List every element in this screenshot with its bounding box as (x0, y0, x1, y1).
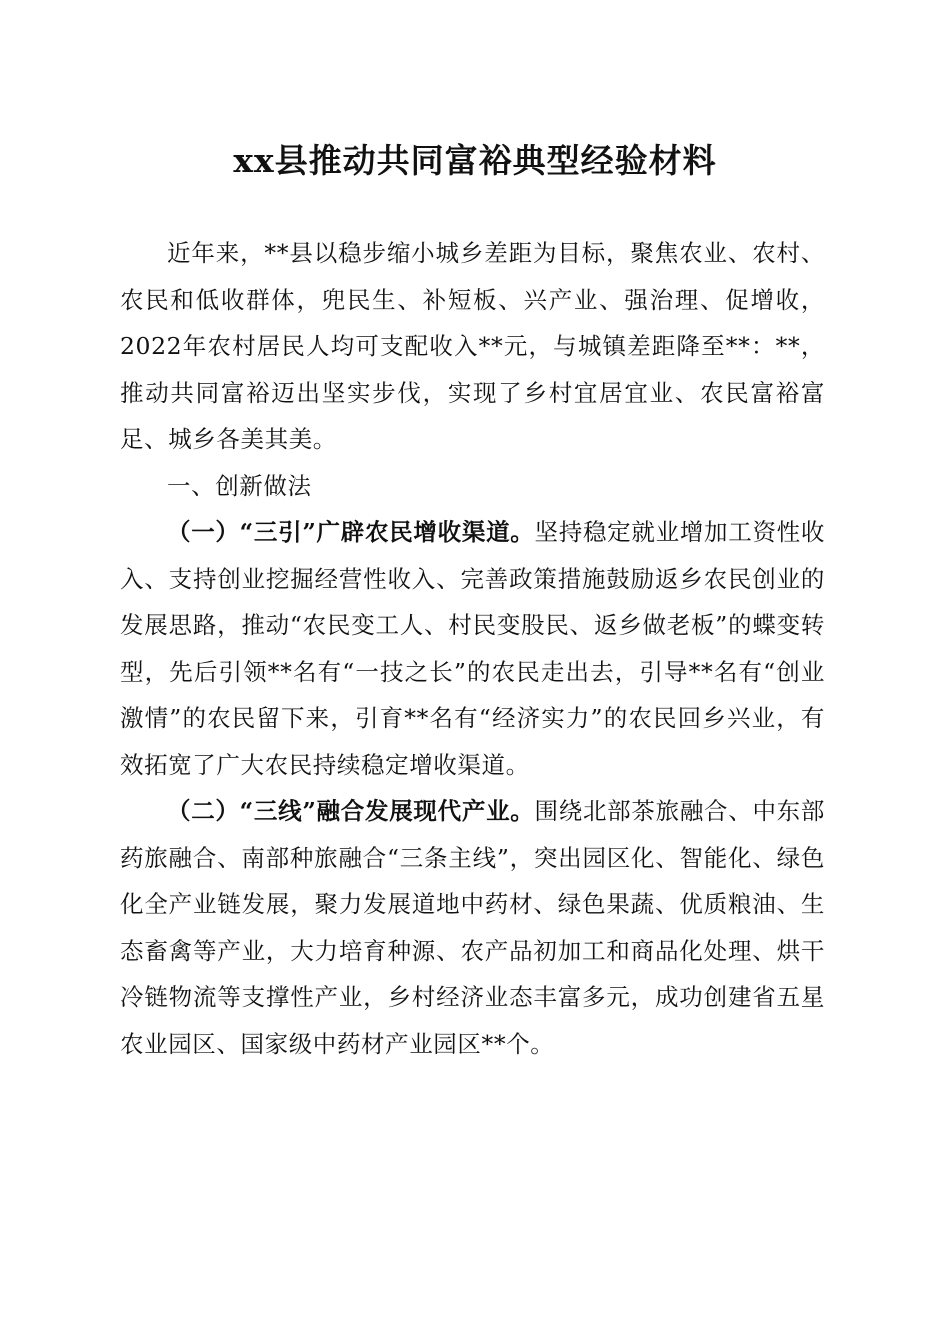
intro-paragraph: 近年来，**县以稳步缩小城乡差距为目标，聚焦农业、农村、农民和低收群体，兜民生、补短板、兴产业、强治理、促增收，2022年农村居民人均可支配收入**元，与城镇差距降至**：**，推动共同富裕迈出坚实步伐，实现了乡村宜居宜业、农民富裕富足、城乡各美其美。 (120, 239, 825, 453)
document-body (120, 230, 825, 1067)
section-heading-innovation: 一、创新做法 (167, 471, 312, 500)
document-title: xx县推动共同富裕典型经验材料 (233, 141, 717, 180)
item-text-three-guides: 坚持稳定就业增加工资性收入、支持创业挖掘经营性收入、完善政策措施鼓励返乡农民创业的发展思路，推动“农民变工人、村民变股民、返乡做老板”的蝶变转型，先后引领**名有“一技之长”的农民走出去，引导**名有“创业激情”的农民留下来，引育**名有“经济实力”的农民回乡兴业，有效拓宽了广大农民持续稳定增收渠道。 (120, 518, 826, 779)
item-text-three-lines: 围绕北部茶旅融合、中东部药旅融合、南部种旅融合“三条主线”，突出园区化、智能化、绿色化全产业链发展，聚力发展道地中药材、绿色果蔬、优质粮油、生态畜禽等产业，大力培育种源、农产品初加工和商品化处理、烘干冷链物流等支撑性产业，乡村经济业态丰富多元，成功创建省五星农业园区、国家级中药材产业园区**个。 (120, 797, 826, 1058)
item-paragraph-three-guides (120, 509, 825, 788)
item-lead-three-lines: （二）“三线”融合发展现代产业。 (167, 797, 535, 825)
item-paragraph-three-lines (120, 788, 825, 1067)
item-lead-three-guides: （一）“三引”广辟农民增收渠道。 (167, 518, 535, 546)
